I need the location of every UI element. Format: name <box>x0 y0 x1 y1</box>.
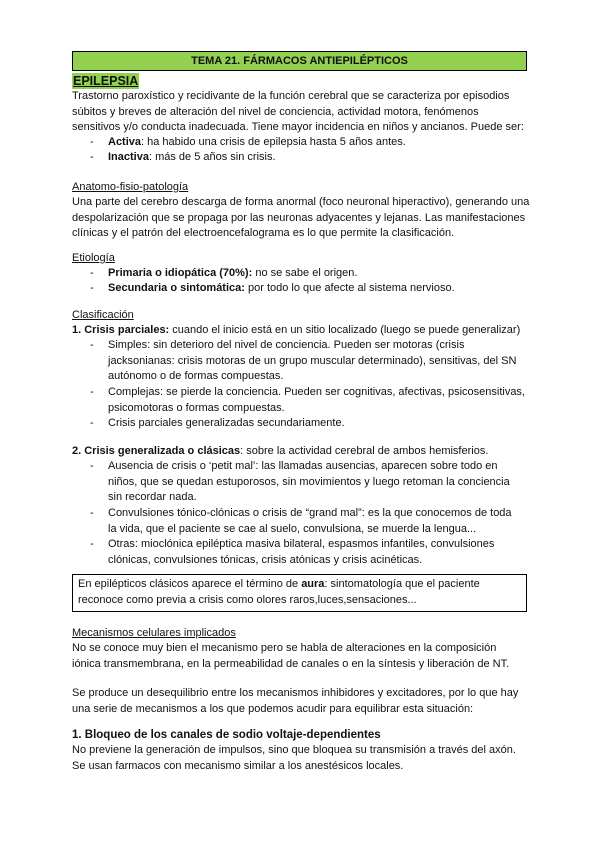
anatomo-paragraph <box>72 195 532 242</box>
desc: no se sabe el origen. <box>252 267 358 279</box>
crisis-generalizada-desc: : sobre la actividad cerebral de ambos hemisferios. <box>240 445 489 457</box>
item-line: la vida, que el paciente se cae al suelo, convulsiona, se muerde la lengua... <box>108 522 477 535</box>
anatomo-line: clínicas y el patrón del electroencefalograma es lo que permite la clasificación. <box>72 227 455 239</box>
item-line: Complejas: se pierde la conciencia. Pueden ser cognitivas, afectivas, psicosensitivas, <box>108 386 525 398</box>
item-line: Ausencia de crisis o ‘petit mal’: las llamadas ausencias, aparecen sobre todo en <box>108 460 498 472</box>
dash-bullet: - <box>90 538 94 550</box>
crisis-generalizada-label: 2. Crisis generalizada o clásicas <box>72 445 241 457</box>
paragraph-line: una serie de mecanismos a los que podemos acudir para equilibrar esta situación: <box>72 702 474 715</box>
paragraph-line: No se conoce muy bien el mecanismo pero se habla de alteraciones en la composición <box>72 642 497 654</box>
crisis-parciales-desc: cuando el inicio está en un sitio localizado (luego se puede generalizar) <box>169 324 521 336</box>
etiologia-heading: Etiología <box>72 252 115 264</box>
clasificacion-heading: Clasificación <box>72 309 134 321</box>
mecanismos-paragraph-2 <box>72 686 532 717</box>
crisis-parciales-label: 1. Crisis parciales: <box>72 324 170 336</box>
desc: por todo lo que afecte al sistema nervioso. <box>244 282 455 294</box>
dash-bullet: - <box>90 339 94 351</box>
desc: : ha habido una crisis de epilepsia hasta 5 años antes. <box>141 136 406 148</box>
item-line: psicomotoras o formas compuestas. <box>108 401 285 414</box>
list-item <box>90 266 529 282</box>
dash-bullet: - <box>90 417 94 429</box>
anatomo-heading: Anatomo-fisio-patología <box>72 181 189 193</box>
epilepsia-intro-line: sensitivos y/o conducta inadecuada. Tiene mayor incidencia en niños y ancianos. Puede ser: <box>72 121 524 133</box>
list-item <box>90 385 529 416</box>
term: Inactiva <box>108 151 149 163</box>
dash-bullet: - <box>90 507 94 519</box>
list-item <box>90 150 529 166</box>
item-line: Crisis parciales generalizadas secundariamente. <box>108 417 345 429</box>
mecanismos-paragraph-1 <box>72 641 532 672</box>
item-line: niños, que se quedan estuporosos, sin movimientos y luego retoman la conciencia <box>108 475 510 488</box>
crisis-parciales-line <box>72 323 532 339</box>
paragraph-line: Se usan farmacos con mecanismo similar a los anestésicos locales. <box>72 759 404 772</box>
paragraph-line: No previene la generación de impulsos, sino que bloquea su transmisión a través del axón. <box>72 744 516 756</box>
list-item <box>90 135 529 151</box>
mecanismos-heading: Mecanismos celulares implicados <box>72 627 236 639</box>
aura-pre: En epilépticos clásicos aparece el término de <box>78 578 302 590</box>
list-item <box>90 459 529 506</box>
item-line: sin recordar nada. <box>108 491 197 503</box>
term: Activa <box>108 136 142 148</box>
epilepsia-heading: EPILEPSIA <box>73 74 139 88</box>
list-item <box>90 506 529 537</box>
epilepsia-intro <box>72 89 532 136</box>
item-line: autónomo o de formas compuestas. <box>108 370 284 382</box>
item-line: Convulsiones tónico-clónicas o crisis de “grand mal”: es la que conocemos de toda <box>108 507 512 519</box>
aura-term: aura <box>301 578 325 590</box>
list-item <box>90 338 529 385</box>
document-title: TEMA 21. FÁRMACOS ANTIEPILÉPTICOS <box>72 51 527 71</box>
dash-bullet: - <box>90 267 94 279</box>
epilepsia-intro-line: súbitos y breves de alteración del nivel de conciencia, actividad motora, fenómenos <box>72 105 479 118</box>
term: Primaria o idiopática (70%): <box>108 267 253 279</box>
term: Secundaria o sintomática: <box>108 282 245 294</box>
aura-note-box <box>72 574 527 612</box>
dash-bullet: - <box>90 386 94 398</box>
item-line: jacksonianas: crisis motoras de un grupo muscular determinado), sensitivas, del SN <box>108 354 517 367</box>
item-line: clónicas, convulsiones tónicas, crisis atónicas y crisis acinéticas. <box>108 553 423 566</box>
list-item <box>90 416 529 432</box>
item-line: Otras: mioclónica epiléptica masiva bilateral, espasmos infantiles, convulsiones <box>108 538 495 550</box>
list-item <box>90 281 529 297</box>
item-line: Simples: sin deterioro del nivel de conciencia. Pueden ser motoras (crisis <box>108 339 465 351</box>
bloqueo-paragraph <box>72 743 532 774</box>
aura-line-2: reconoce como previa a crisis como olores raros,luces,sensaciones... <box>78 593 417 606</box>
desc: : más de 5 años sin crisis. <box>148 151 276 163</box>
anatomo-line: despolarización que se propaga por las neuronas adyacentes y lejanas. Las manifestaciones <box>72 211 526 224</box>
crisis-generalizada-line <box>72 444 532 460</box>
dash-bullet: - <box>90 151 94 163</box>
bloqueo-heading: 1. Bloqueo de los canales de sodio voltaje-dependientes <box>72 729 381 741</box>
paragraph-line: iónica transmembrana, en la permeabilidad de canales o en la síntesis y liberación de NT. <box>72 657 510 670</box>
anatomo-line: Una parte del cerebro descarga de forma anormal (foco neuronal hiperactivo), generando una <box>72 196 530 208</box>
list-item <box>90 537 529 568</box>
aura-post: : sintomatología que el paciente <box>324 578 480 590</box>
dash-bullet: - <box>90 136 94 148</box>
epilepsia-intro-line: Trastorno paroxístico y recidivante de la función cerebral que se caracteriza por episodios <box>72 90 510 102</box>
aura-line-1 <box>78 577 521 593</box>
dash-bullet: - <box>90 282 94 294</box>
paragraph-line: Se produce un desequilibrio entre los mecanismos inhibidores y excitadores, por lo que hay <box>72 687 519 699</box>
dash-bullet: - <box>90 460 94 472</box>
